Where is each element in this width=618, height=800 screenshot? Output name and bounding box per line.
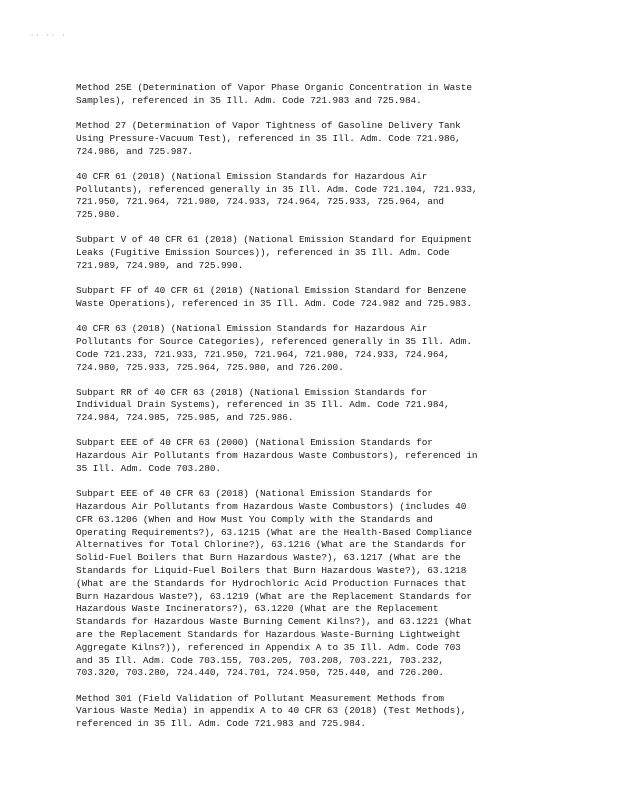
- reference-entry-line: Alternatives for Total Chlorine?), 63.1216 (What are the Standards for: [76, 539, 467, 551]
- reference-entry: [76, 488, 546, 680]
- reference-entry-line: Individual Drain Systems), referenced in 35 Ill. Adm. Code 721.984,: [76, 399, 450, 411]
- reference-entry-line: Hazardous Air Pollutants from Hazardous Waste Combustors) (includes 40: [76, 501, 467, 513]
- reference-entry-line: referenced in 35 Ill. Adm. Code 721.983 and 725.984.: [76, 718, 366, 730]
- reference-entry: [76, 234, 546, 272]
- reference-entry-line: Pollutants for Source Categories), referenced generally in 35 Ill. Adm.: [76, 335, 472, 347]
- reference-entry-line: Operating Requirements?), 63.1215 (What are the Health-Based Compliance: [76, 526, 472, 538]
- reference-entry-line: Subpart V of 40 CFR 61 (2018) (National Emission Standard for Equipment: [76, 234, 472, 246]
- reference-entry-line: Pollutants), referenced generally in 35 Ill. Adm. Code 721.104, 721.933,: [76, 183, 478, 195]
- reference-entry-line: 725.980.: [76, 209, 121, 221]
- reference-entry-line: Burn Hazardous Waste?), 63.1219 (What are the Replacement Standards for: [76, 590, 472, 602]
- reference-entry-line: Hazardous Waste Incinerators?), 63.1220 (What are the Replacement: [76, 603, 439, 615]
- reference-entry: [76, 693, 546, 731]
- reference-entry-line: Hazardous Air Pollutants from Hazardous Waste Combustors), referenced in: [76, 450, 478, 462]
- reference-entry: [76, 171, 546, 222]
- reference-entry-line: Waste Operations), referenced in 35 Ill. Adm. Code 724.982 and 725.983.: [76, 297, 472, 309]
- reference-entry-line: 35 Ill. Adm. Code 703.280.: [76, 463, 221, 475]
- reference-entry-line: Subpart EEE of 40 CFR 63 (2000) (National Emission Standards for: [76, 437, 433, 449]
- reference-entry-line: Standards for Hazardous Waste Burning Cement Kilns?), and 63.1221 (What: [76, 616, 472, 628]
- reference-list: [76, 82, 546, 743]
- reference-entry-line: 40 CFR 61 (2018) (National Emission Standards for Hazardous Air: [76, 170, 428, 182]
- reference-entry: [76, 82, 546, 108]
- reference-entry-line: Samples), referenced in 35 Ill. Adm. Code 721.983 and 725.984.: [76, 94, 422, 106]
- reference-entry-line: 703.320, 703.280, 724.440, 724.701, 724.950, 725.440, and 726.200.: [76, 667, 445, 679]
- reference-entry: [76, 323, 546, 374]
- reference-entry-line: Subpart EEE of 40 CFR 63 (2018) (National Emission Standards for: [76, 488, 433, 500]
- reference-entry-line: and 35 Ill. Adm. Code 703.155, 703.205, 703.208, 703.221, 703.232,: [76, 654, 445, 666]
- reference-entry-line: Method 25E (Determination of Vapor Phase Organic Concentration in Waste: [76, 82, 472, 93]
- reference-entry-line: 724.980, 725.933, 725.964, 725.980, and 726.200.: [76, 361, 344, 373]
- reference-entry-line: Standards for Liquid-Fuel Boilers that Burn Hazardous Waste?), 63.1218: [76, 565, 467, 577]
- reference-entry: [76, 120, 546, 158]
- page-header-mark: ·· ·· ·: [30, 32, 67, 40]
- reference-entry-line: Subpart RR of 40 CFR 63 (2018) (National Emission Standards for: [76, 386, 428, 398]
- reference-entry-line: Subpart FF of 40 CFR 61 (2018) (National Emission Standard for Benzene: [76, 285, 467, 297]
- reference-entry-line: Using Pressure-Vacuum Test), referenced in 35 Ill. Adm. Code 721.986,: [76, 132, 461, 144]
- reference-entry-line: 724.986, and 725.987.: [76, 145, 194, 157]
- reference-entry: [76, 387, 546, 425]
- reference-entry: [76, 437, 546, 475]
- reference-entry-line: 721.950, 721.964, 721.980, 724.933, 724.964, 725.933, 725.964, and: [76, 196, 445, 208]
- reference-entry: [76, 285, 546, 311]
- reference-entry-line: (What are the Standards for Hydrochloric Acid Production Furnaces that: [76, 577, 467, 589]
- reference-entry-line: 40 CFR 63 (2018) (National Emission Standards for Hazardous Air: [76, 323, 428, 335]
- reference-entry-line: 721.989, 724.989, and 725.990.: [76, 259, 244, 271]
- reference-entry-line: 724.984, 724.985, 725.985, and 725.986.: [76, 412, 294, 424]
- reference-entry-line: CFR 63.1206 (When and How Must You Comply with the Standards and: [76, 513, 433, 525]
- reference-entry-line: Various Waste Media) in appendix A to 40 CFR 63 (2018) (Test Methods),: [76, 705, 467, 717]
- reference-entry-line: Solid-Fuel Boilers that Burn Hazardous Waste?), 63.1217 (What are the: [76, 552, 461, 564]
- reference-entry-line: Code 721.233, 721.933, 721.950, 721.964, 721.980, 724.933, 724.964,: [76, 348, 450, 360]
- reference-entry-line: Method 27 (Determination of Vapor Tightness of Gasoline Delivery Tank: [76, 119, 461, 131]
- reference-entry-line: Method 301 (Field Validation of Pollutant Measurement Methods from: [76, 692, 445, 704]
- reference-entry-line: are the Replacement Standards for Hazardous Waste-Burning Lightweight: [76, 629, 461, 641]
- reference-entry-line: Leaks (Fugitive Emission Sources)), referenced in 35 Ill. Adm. Code: [76, 247, 450, 259]
- reference-entry-line: Aggregate Kilns?)), referenced in Appendix A to 35 Ill. Adm. Code 703: [76, 641, 461, 653]
